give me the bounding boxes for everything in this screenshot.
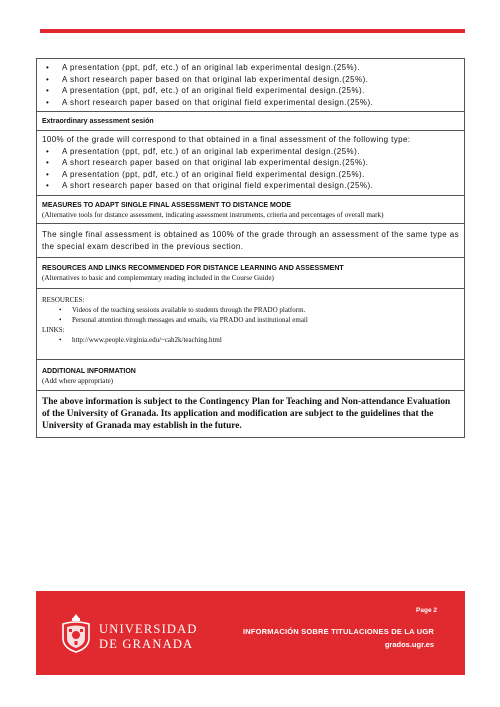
measures-header-row (37, 195, 465, 224)
measures-subtitle: (Alternative tools for distance assessment, indicating assessment instruments, criteria and percentages of overall mark) (42, 210, 384, 219)
additional-title: ADDITIONAL INFORMATION (42, 367, 136, 375)
contingency-notice: The above information is subject to the Contingency Plan for Teaching and Non-attendance Evaluation of the University of Granada. Its application and modification are subject to the guidelines that the University of Granada may establish in the future. (42, 397, 451, 431)
course-link[interactable]: • http://www.people.virginia.edu/~cah2k/teaching.html (42, 335, 459, 345)
extraordinary-title: Extraordinary assessment sesión (42, 118, 154, 125)
list-item: • A presentation (ppt, pdf, etc.) of an original lab experimental design.(25%). (42, 146, 459, 158)
university-seal-icon (60, 612, 92, 654)
additional-body-row (37, 391, 465, 438)
list-item: • Personal attention through messages and emails, via PRADO and institutional email (42, 315, 459, 325)
resources-header-row (37, 258, 465, 289)
extraordinary-header-row (37, 112, 465, 131)
university-wordmark: UNIVERSIDAD DE GRANADA (99, 622, 198, 651)
extraordinary-body-row (37, 131, 465, 196)
lab-items-list (42, 62, 459, 108)
list-item: • A short research paper based on that original field experimental design.(25%). (42, 180, 459, 192)
measures-body-row (37, 224, 465, 258)
resources-body-row (37, 288, 465, 359)
top-red-rule (40, 29, 465, 33)
resources-subtitle: (Alternatives to basic and complementary reading included in the Course Guide) (42, 274, 274, 282)
list-item: • A short research paper based on that original lab experimental design.(25%). (42, 74, 459, 86)
additional-subtitle: (Add where appropriate) (42, 376, 114, 385)
measures-title: MEASURES TO ADAPT SINGLE FINAL ASSESSMENT TO DISTANCE MODE (42, 201, 292, 209)
list-item: • A presentation (ppt, pdf, etc.) of an original field experimental design.(25%). (42, 169, 459, 181)
list-item: • A presentation (ppt, pdf, etc.) of an original field experimental design.(25%). (42, 85, 459, 97)
lab-items-row (37, 59, 465, 112)
additional-header-row (37, 359, 465, 391)
extraordinary-items-list (42, 146, 459, 192)
list-item: • Videos of the teaching sessions available to students through the PRADO platform. (42, 305, 459, 315)
links-label: LINKS: (42, 325, 65, 334)
extraordinary-intro: 100% of the grade will correspond to that obtained in a final assessment of the following type: (42, 135, 411, 144)
list-item: • A short research paper based on that original field experimental design.(25%). (42, 97, 459, 109)
resources-title: RESOURCES AND LINKS RECOMMENDED FOR DISTANCE LEARNING AND ASSESSMENT (42, 265, 344, 272)
website-link[interactable]: grados.ugr.es (384, 640, 434, 649)
footer-banner (36, 591, 465, 675)
list-item: • A presentation (ppt, pdf, etc.) of an original lab experimental design.(25%). (42, 62, 459, 74)
guide-table (36, 58, 465, 438)
resources-list (42, 305, 459, 325)
measures-body: The single final assessment is obtained as 100% of the grade through an assessment of the same type as the special exam described in the previous section. (42, 230, 459, 251)
lab-items-cell (37, 59, 465, 112)
links-list (42, 335, 459, 345)
resources-label: RESOURCES: (42, 295, 85, 304)
titles-info-label: INFORMACIÓN SOBRE TITULACIONES DE LA UGR (242, 627, 434, 636)
page-number: Page 2 (416, 607, 437, 614)
list-item: • A short research paper based on that original lab experimental design.(25%). (42, 157, 459, 169)
